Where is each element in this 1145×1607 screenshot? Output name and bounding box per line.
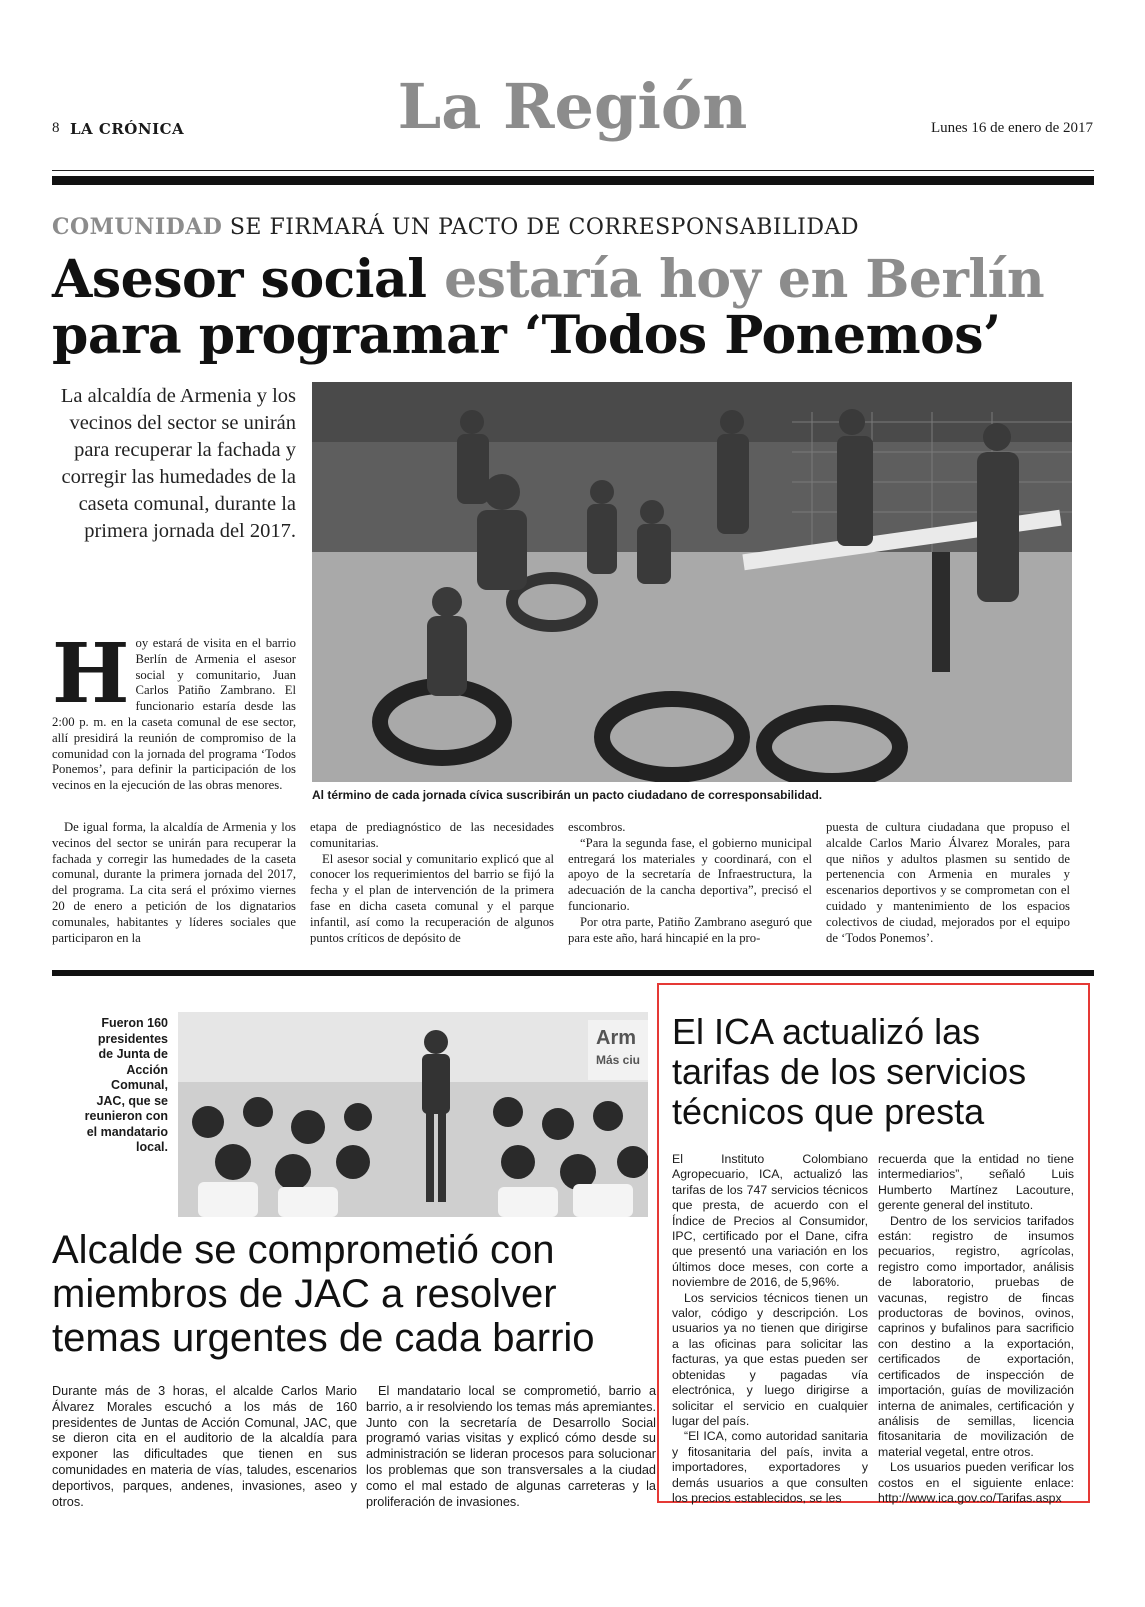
photo-caption: Fueron 160 presidentes de Junta de Acción Comunal, JAC, que se reunieron con el mandatario local. — [84, 1016, 168, 1154]
body-column-1b — [52, 820, 296, 946]
ica-headline: El ICA actualizó las tarifas de los servicios técnicos que presta — [672, 1011, 1027, 1132]
header-rule-thin — [52, 170, 1094, 171]
kicker-label: COMUNIDAD — [52, 214, 223, 240]
main-headline — [52, 249, 1102, 366]
paragraph: De igual forma, la alcaldía de Armenia y los vecinos del sector se unirán para recuperar la fachada y corregir las humedades de la caseta comunal, durante la primera jornada del 2017, del programa. La cita será el próximo viernes 20 de enero a petición de los dignatarios comunales, habitantes y líderes sociales que participaron en la — [52, 820, 296, 945]
paragraph: Los servicios técnicos tienen un valor, código y descripción. Los usuarios ya no tienen que dirigirse a las oficinas para solicitar las facturas, ya que estas pueden ser obtenidas y pagadas vía electrónica, y luego dirigirse a solicitar el servicio en cualquier lugar del país. — [672, 1290, 868, 1428]
headline-part1: Asesor social — [52, 249, 445, 310]
paragraph: El asesor social y comunitario explicó que al conocer los requerimientos del barrio se fijó la fecha y el plan de intervención de la primera fase en dicha caseta comunal y el parque infantil, así como la recuperación de algunos puntos críticos de depósito de — [310, 851, 554, 945]
jac-meeting-photo — [178, 1012, 648, 1217]
article-kicker — [52, 214, 859, 240]
photo-illustration — [312, 382, 1072, 782]
paper-name: LA CRÓNICA — [70, 120, 185, 138]
jac-column-1 — [52, 1384, 357, 1510]
jac-headline: Alcalde se comprometió con miembros de JAC a resolver temas urgentes de cada barrio — [52, 1228, 595, 1360]
paragraph: etapa de prediagnóstico de las necesidades comunitarias. — [310, 820, 554, 850]
headline-part3: para programar ‘Todos Ponemos’ — [52, 305, 1001, 366]
paragraph: Los usuarios pueden verificar los costos en el siguiente enlace: http://www.ica.gov.co/Tarifas.aspx — [878, 1460, 1074, 1505]
paragraph: oy estará de visita en el barrio Berlín de Armenia el asesor social y comunitario, Juan Carlos Patiño Zambrano. El funcionario estaría desde las 2:00 p. m. en la caseta comunal de ese sector, allí presidirá la reunión de compromiso de la comunidad con la jornada del programa ‘Todos Ponemos’, para definir la participación de los vecinos en la ejecución de las obras menores. — [52, 636, 296, 793]
page-number: 8 — [52, 120, 60, 136]
paragraph: El Instituto Colombiano Agropecuario, ICA, actualizó las tarifas de los 747 servicios técnicos que presta, de acuerdo con el Índice de Precios al Consumidor, IPC, certificado por el Dane, cifra que presentó una variación en los últimos doce meses, con corte a noviembre de 2016, de 5,96%. — [672, 1152, 868, 1290]
paragraph: “El ICA, como autoridad sanitaria y fitosanitaria del país, invita a importadores, exportadores y demás usuarios a que consulten los precios establecidos, se les — [672, 1429, 868, 1505]
sign-text-2: Más ciu — [596, 1053, 641, 1067]
section-divider — [52, 970, 1094, 976]
paragraph: recuerda que la entidad no tiene intermediarios”, señaló Luis Humberto Martínez Lacouture, gerente general del instituto. — [878, 1152, 1074, 1213]
paragraph: puesta de cultura ciudadana que propuso el alcalde Carlos Mario Álvarez Morales, para que niños y adultos plasmen su sentido de pertenencia con Armenia en murales y escenarios deportivos y se comprometan con el cuidado y mantenimiento de los espacios colectivos de ciudad, mejorados por el equipo de ‘Todos Ponemos’. — [826, 820, 1070, 945]
community-work-photo — [312, 382, 1072, 782]
photo-illustration — [178, 1012, 648, 1217]
paragraph: Por otra parte, Patiño Zambrano aseguró que para este año, hará hincapié en la pro- — [568, 914, 812, 945]
header-rule-thick — [52, 176, 1094, 185]
jac-column-2 — [366, 1384, 656, 1510]
headline-part2: estaría hoy en Berlín — [444, 249, 1045, 310]
kicker-text: SE FIRMARÁ UN PACTO DE CORRESPONSABILIDAD — [222, 215, 860, 240]
body-column-1 — [52, 626, 296, 794]
paragraph: Durante más de 3 horas, el alcalde Carlos Mario Álvarez Morales escuchó a los más de 160 presidentes de Juntas de Acción Comunal, JAC, que se dieron cita en el auditorio de la alcaldía para exponer las dificultades que tienen en sus comunidades en materia de vías, taludes, escenarios deportivos, parques, andenes, invasiones, aseo y otros. — [52, 1384, 357, 1509]
ica-column-2 — [878, 1152, 1074, 1506]
body-column-4 — [826, 820, 1070, 946]
paragraph: Dentro de los servicios tarifados están: registro de insumos pecuarios, registro, agrícolas, registro como importador, análisis de laboratorio, pruebas de vacunas, registro de fincas productoras de bovinos, ovinos, caprinos y bufalinos para sacrificio con destino a la exportación, certificados de exportación, certificados de inspección de importación, guías de movilización interna de animales, certificación y análisis de semillas, licencia fitosanitaria de movilización de material vegetal, entre otros. — [878, 1213, 1074, 1459]
drop-cap: H — [52, 626, 130, 722]
sign-text-1: Arm — [596, 1027, 637, 1049]
article-deck: La alcaldía de Armenia y los vecinos del sector se unirán para recuperar la fachada y corregir las humedades de la caseta comunal, durante la primera jornada del 2017. — [60, 385, 296, 542]
paragraph: “Para la segunda fase, el gobierno municipal entregará los materiales y coordinará, con el apoyo de la secretaría de Infraestructura, la adecuación de la cancha deportiva”, precisó el funcionario. — [568, 835, 812, 913]
paragraph: El mandatario local se comprometió, barrio a barrio, a ir resolviendo los temas más apremiantes. Junto con la secretaría de Desarrollo Social programó varias visitas y explicó cómo desde su administración se lideran procesos para solucionar los problemas que son transversales a la ciudad como el mal estado de algunas carreteras y la proliferación de invasiones. — [366, 1384, 656, 1509]
paragraph: escombros. — [568, 820, 626, 834]
photo-caption: Al término de cada jornada cívica suscribirán un pacto ciudadano de corresponsabilidad. — [312, 788, 823, 802]
body-column-2 — [310, 820, 554, 946]
section-title: La Región — [397, 70, 748, 143]
body-column-3 — [568, 820, 812, 946]
ica-column-1 — [672, 1152, 868, 1506]
issue-date: Lunes 16 de enero de 2017 — [930, 120, 1093, 136]
